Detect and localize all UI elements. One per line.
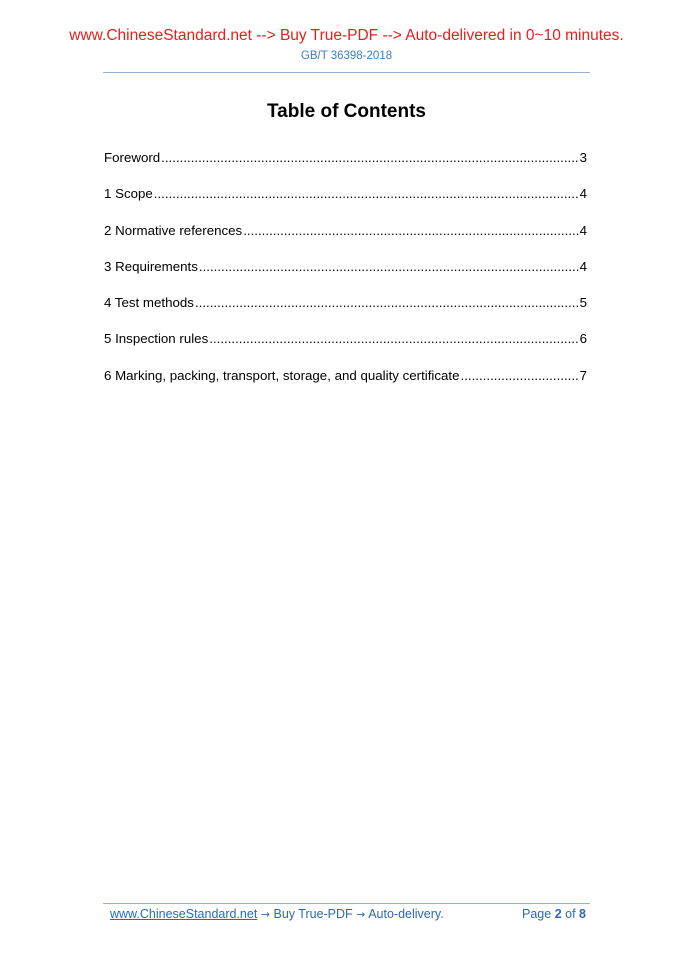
- toc-entry-scope[interactable]: [104, 186, 587, 222]
- toc-entry-label: 4 Test methods: [104, 295, 194, 311]
- total-pages-number: 8: [579, 907, 586, 921]
- page-word: Page: [522, 907, 552, 921]
- toc-leader-dots: [195, 295, 579, 310]
- toc-entry-foreword[interactable]: [104, 150, 587, 186]
- toc-entry-inspection-rules[interactable]: [104, 331, 587, 367]
- footer-promo: [110, 907, 444, 921]
- arrow-right-icon: →: [260, 908, 271, 921]
- toc-leader-dots: [461, 368, 579, 383]
- footer-buy-text: Buy True-PDF: [273, 907, 353, 921]
- toc-entry-label: 6 Marking, packing, transport, storage, and quality certificate: [104, 367, 460, 383]
- of-word: of: [565, 907, 576, 921]
- site-banner: www.ChineseStandard.net --> Buy True-PDF --> Auto-delivered in 0~10 minutes.: [69, 27, 624, 44]
- toc-entry-label: 2 Normative references: [104, 222, 243, 238]
- toc-entry-page: 4: [579, 222, 587, 238]
- page-indicator: [522, 907, 586, 921]
- toc-title: Table of Contents: [266, 101, 427, 122]
- toc-entry-normative-references[interactable]: [104, 223, 587, 259]
- toc-entry-page: 4: [579, 258, 587, 274]
- toc-leader-dots: [199, 259, 579, 274]
- toc-leader-dots: [243, 223, 578, 238]
- toc-list: [104, 150, 587, 404]
- toc-entry-test-methods[interactable]: [104, 295, 587, 331]
- toc-entry-label: 1 Scope: [104, 186, 153, 202]
- toc-leader-dots: [209, 331, 578, 346]
- header-divider: [103, 72, 590, 73]
- footer-divider: [103, 903, 590, 904]
- footer-delivery-text: Auto-delivery.: [368, 907, 444, 921]
- toc-entry-page: 6: [579, 331, 587, 347]
- current-page-number: 2: [554, 907, 562, 921]
- toc-entry-label: Foreword: [104, 150, 161, 165]
- toc-entry-requirements[interactable]: [104, 259, 587, 295]
- toc-leader-dots: [154, 186, 579, 201]
- toc-entry-page: 4: [579, 186, 587, 202]
- toc-entry-page: 3: [579, 150, 587, 165]
- arrow-right-icon: →: [356, 908, 366, 921]
- toc-entry-label: 3 Requirements: [104, 258, 198, 274]
- toc-leader-dots: [161, 150, 578, 165]
- standard-code: GB/T 36398-2018: [300, 50, 393, 62]
- toc-entry-label: 5 Inspection rules: [104, 331, 209, 347]
- toc-entry-page: 5: [579, 295, 587, 311]
- toc-entry-page: 7: [579, 367, 587, 383]
- toc-entry-marking-packing[interactable]: [104, 368, 587, 404]
- footer-site-link[interactable]: www.ChineseStandard.net: [110, 907, 258, 921]
